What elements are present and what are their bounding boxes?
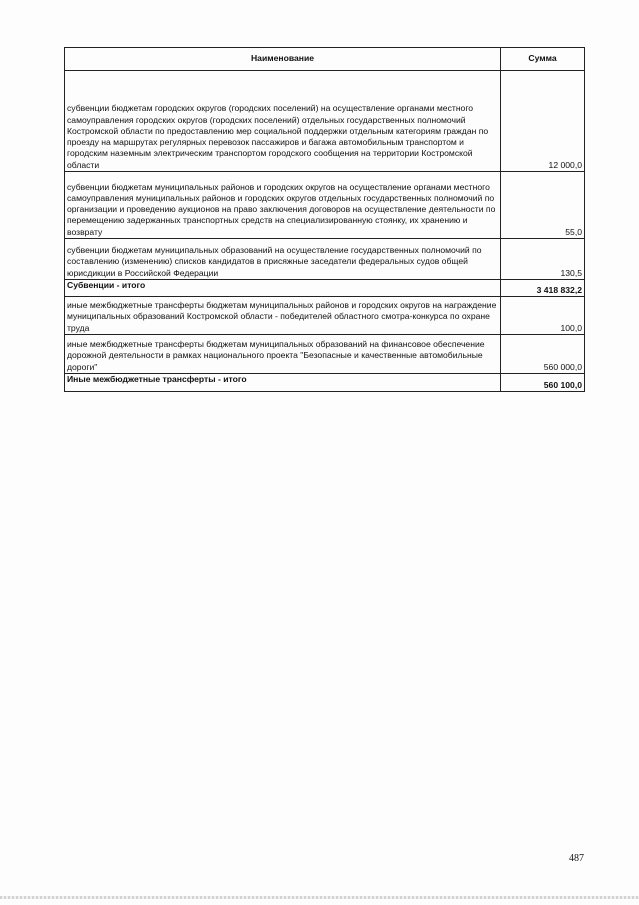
table-row (65, 297, 585, 335)
page-number: 487 (569, 853, 584, 864)
row-name: субвенции бюджетам городских округов (городских поселений) на осуществление органами местного самоуправления городских округов (городских поселений) отдельных государственных полномочий Костромской области по предоставлению мер социальной поддержки отдельным категориям граждан по проезду на маршрутах регулярных перевозок пассажиров и багажа автомобильным транспортом и городским наземным электрическим транспортом городского сообщения на территории Костромской области (65, 71, 501, 172)
table-row (65, 71, 585, 172)
other-transfers-total-label: Иные межбюджетные трансферты - итого (65, 374, 501, 392)
table-total-row (65, 374, 585, 392)
row-sum: 100,0 (501, 297, 585, 335)
row-sum: 12 000,0 (501, 71, 585, 172)
other-transfers-total-sum: 560 100,0 (501, 374, 585, 392)
table-header-row (65, 48, 585, 71)
row-name: субвенции бюджетам муниципальных образований на осуществление государственных полномочий по составлению (изменению) списков кандидатов в присяжные заседатели федеральных судов общей юрисдикции в Российской Федерации (65, 239, 501, 280)
row-sum: 560 000,0 (501, 335, 585, 374)
table-total-row (65, 280, 585, 297)
table-row (65, 239, 585, 280)
row-sum: 55,0 (501, 172, 585, 239)
subventions-total-sum: 3 418 832,2 (501, 280, 585, 297)
subventions-total-label: Субвенции - итого (65, 280, 501, 297)
row-sum: 130,5 (501, 239, 585, 280)
table-row (65, 335, 585, 374)
row-name: иные межбюджетные трансферты бюджетам муниципальных районов и городских округов на награждение муниципальных образований Костромской области - победителей областного смотра-конкурса по охране труда (65, 297, 501, 335)
scan-edge-artifact (0, 896, 639, 899)
row-name: субвенции бюджетам муниципальных районов и городских округов на осуществление органами местного самоуправления муниципальных районов и городских округов отдельных государственных полномочий по организации и проведению аукционов на право заключения договоров на осуществление деятельности по перемещению задержанных транспортных средств на специализированную стоянку, их хранению и возврату (65, 172, 501, 239)
header-sum: Сумма (501, 48, 585, 71)
budget-table (64, 47, 585, 392)
table-row (65, 172, 585, 239)
header-name: Наименование (65, 48, 501, 71)
row-name: иные межбюджетные трансферты бюджетам муниципальных образований на финансовое обеспечение дорожной деятельности в рамках национального проекта "Безопасные и качественные автомобильные дороги" (65, 335, 501, 374)
